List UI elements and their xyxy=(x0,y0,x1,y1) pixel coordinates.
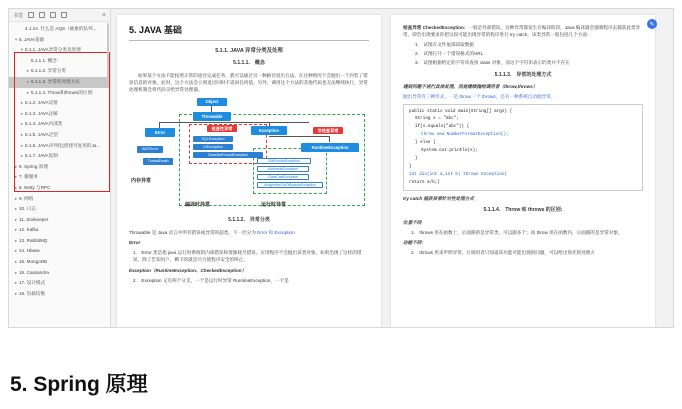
toc-item[interactable] xyxy=(9,98,110,109)
toc-item[interactable] xyxy=(9,257,110,268)
toc-item[interactable] xyxy=(9,141,110,152)
toc-item-label: 5.1.1.3. 异常的处理方式 xyxy=(31,78,80,84)
toc-item-label: 5. JAVA基础 xyxy=(19,36,45,42)
toc-item[interactable] xyxy=(9,66,110,77)
checked-exception-paragraph xyxy=(403,24,643,38)
chevron-right-icon[interactable]: ▸ xyxy=(20,142,24,148)
exception-hierarchy-diagram xyxy=(129,96,369,212)
checked-exception-list xyxy=(403,41,643,66)
toc-item-label: 16. Cassandra xyxy=(19,269,49,275)
toc-item-label: 9. 网络 xyxy=(19,195,34,201)
throw-title-text: 遇到问题不进行具体处理，而是继续抛给调用者 xyxy=(403,84,500,90)
node-error: Error xyxy=(145,128,175,137)
chevron-right-icon[interactable]: ▸ xyxy=(26,68,30,74)
error-item: 1. Error 类是指 java 运行时系统的内部错误和资源耗尽错误。应用程序不会抛出该类对象。如果出现了这样的错误，除了告知用户，剩下的就是尽力使程序安全的终止。 xyxy=(133,250,362,263)
chevron-right-icon[interactable]: ▸ xyxy=(26,89,30,95)
chevron-right-icon[interactable]: ▸ xyxy=(14,280,18,286)
close-icon[interactable]: × xyxy=(101,11,106,19)
function-title: 功能不同： xyxy=(403,239,426,245)
node-class-not-found: ClassNotFoundException xyxy=(193,152,263,158)
bookmark-add-icon[interactable] xyxy=(50,12,56,18)
collapse-all-icon[interactable] xyxy=(39,12,45,18)
chevron-right-icon[interactable]: ▸ xyxy=(20,121,24,127)
code-line: throw new NumberFormatException(); xyxy=(421,132,509,138)
toc-item[interactable] xyxy=(9,225,110,236)
node-throwable: Throwable xyxy=(193,112,231,121)
toc-item[interactable] xyxy=(9,268,110,279)
throwable-text: Throwable 是 Java 语言中所有错误或异常的超类。下一层分为 xyxy=(129,230,258,236)
chevron-right-icon[interactable]: ▸ xyxy=(14,237,18,243)
code-line: String s = "abc"; xyxy=(415,116,459,122)
toc-item-label: 5.1.2. JAVA反射 xyxy=(25,100,58,106)
section-title: 5.1.1. JAVA 异常分类及处理 xyxy=(215,47,283,54)
subsection-handling: 5.1.1.3. 异常的处理方式 xyxy=(494,71,552,78)
connector-line xyxy=(269,136,329,137)
chevron-right-icon[interactable]: ▸ xyxy=(14,206,18,212)
chevron-down-icon[interactable]: ▾ xyxy=(14,36,18,42)
code-block xyxy=(403,104,643,191)
toc-item-label: 13. RabbitMQ xyxy=(19,237,48,243)
node-exception: Exception xyxy=(251,126,287,135)
code-line: } else { xyxy=(415,140,436,146)
chevron-down-icon[interactable]: ▾ xyxy=(20,47,24,53)
translate-action-icon[interactable]: ✎ xyxy=(647,19,657,29)
toc-item-label: 5.1.3. JAVA注解 xyxy=(25,110,58,116)
chevron-right-icon[interactable]: ▸ xyxy=(20,153,24,159)
chevron-right-icon[interactable]: ▸ xyxy=(14,184,18,190)
connector-line xyxy=(329,136,330,142)
function-item: 2. throws 用来声明异常，让调用者只知道该功能可能出现的问题，可以给出预先的处理方 xyxy=(411,250,596,256)
try-catch-line: try catch 捕获异常针对性处理方式 xyxy=(403,195,474,201)
code-line: } xyxy=(415,156,418,162)
toc-item-label: 18. 负载均衡 xyxy=(19,290,46,296)
toc-item-label: 5.1.7. JAVA复制 xyxy=(25,153,58,159)
chevron-right-icon[interactable]: ▸ xyxy=(20,100,24,106)
toc-item-label: 11. Zookeeper xyxy=(19,216,49,222)
chevron-right-icon[interactable]: ▸ xyxy=(14,216,18,222)
code-line: System.out.println(s); xyxy=(421,148,478,154)
subsection-concept: 5.1.1.1. 概念 xyxy=(233,60,265,67)
subsection-classification: 5.1.1.2. 异常分类 xyxy=(228,217,270,224)
toc-item-label: 5.1.5. JAVA泛型 xyxy=(25,131,58,137)
toc-list xyxy=(9,22,110,299)
node-sql-exception: SQLException xyxy=(193,136,233,142)
node-io-exception: IOException xyxy=(193,144,233,150)
toc-item[interactable] xyxy=(9,151,110,162)
toc-item[interactable] xyxy=(9,88,110,99)
checked-exception-term: 检查异常 CheckedException： xyxy=(403,25,469,30)
error-exception-link[interactable]: Error 和 Exception xyxy=(257,230,295,236)
sidebar-toolbar xyxy=(9,9,110,22)
expand-all-icon[interactable] xyxy=(28,12,34,18)
code-line: public static void main(String[] args) { xyxy=(409,108,513,114)
chapter-title: 5. JAVA 基础 xyxy=(129,24,369,41)
sidebar-scrollbar[interactable] xyxy=(107,23,109,83)
toc-item-label: 4.1.24. 什么是 AQS（抽象的队列... xyxy=(25,26,97,31)
caption-internal-error: 内存异常 xyxy=(131,178,152,185)
chevron-right-icon[interactable]: ▸ xyxy=(14,195,18,201)
code-line: return a/b;} xyxy=(409,179,440,185)
toc-item-label: 5.1.4. JAVA内部类 xyxy=(25,121,63,127)
toc-item[interactable] xyxy=(9,130,110,141)
node-class-cast: ClassCastException xyxy=(257,174,309,180)
caption-runtime: 运行时异常 xyxy=(261,202,287,209)
node-runtime-exception: RuntimeException xyxy=(301,143,359,152)
toc-item[interactable] xyxy=(9,119,110,130)
throw-title-keywords: （throw,throws） xyxy=(499,84,538,90)
code-line: int div(int a,int b) throws Exception{ xyxy=(409,172,507,178)
pdf-viewer-screenshot xyxy=(8,8,674,328)
connector-line xyxy=(159,122,309,123)
chevron-right-icon[interactable]: ▸ xyxy=(14,174,18,180)
toc-item-label: 5.1.1. JAVA异常分类及处理 xyxy=(25,47,81,53)
checked-exception-text: 一般是外部错误，这种异常都发生在编译阶段，Java 编译器会强制程序去捕获此类异常，即会出现要求你把这段可能出现异常的程序进行 try catch，该类异常一般包括几个方面： xyxy=(403,25,641,38)
chevron-right-icon[interactable]: ▸ xyxy=(26,78,30,84)
tag-checked: 检查性异常 xyxy=(207,125,237,132)
chevron-right-icon[interactable]: ▸ xyxy=(20,110,24,116)
toc-item[interactable] xyxy=(9,56,110,67)
node-object: Object xyxy=(197,98,227,106)
node-null-pointer: NullPointerException xyxy=(257,158,311,164)
toc-item[interactable] xyxy=(9,162,110,173)
toc-item[interactable] xyxy=(9,278,110,289)
toc-item-label: 15. MongoDB xyxy=(19,259,48,265)
sidebar-title: 书签 xyxy=(13,12,24,19)
bookmark-delete-icon[interactable] xyxy=(61,12,67,18)
code-line: } xyxy=(409,164,412,170)
toc-item-label: 12. Kafka xyxy=(19,227,39,233)
toc-item[interactable] xyxy=(9,45,110,56)
toc-item-label: 7. 微服务 xyxy=(19,174,38,180)
toc-item[interactable] xyxy=(9,246,110,257)
pdf-page-left xyxy=(117,15,381,327)
throwable-paragraph xyxy=(129,229,369,236)
spring-heading: 5. Spring 原理 xyxy=(10,373,148,396)
error-label: Error xyxy=(129,240,141,246)
chevron-right-icon[interactable]: ▸ xyxy=(20,131,24,137)
list-item: 3. 试图根据给定的字符串查找 class 对象，而这个字符串表示的类并不存在 xyxy=(415,60,570,66)
toc-item-label: 5.1.1.1. 概念 xyxy=(31,57,57,63)
chevron-right-icon[interactable]: ▸ xyxy=(14,269,18,275)
toc-item-label: 6. Spring 原理 xyxy=(19,163,48,169)
toc-item[interactable] xyxy=(9,183,110,194)
toc-item-label: 17. 设计模式 xyxy=(19,280,46,286)
node-awt-error: AWTError xyxy=(137,146,163,153)
toc-item[interactable] xyxy=(9,109,110,120)
throw-forms-line: 抛出异常有三种形式，一是 throw,一个 throws，还有一种系统自动抛异常。 xyxy=(403,94,556,100)
list-item: 2. 试图打开一个错误格式的URL xyxy=(415,51,484,57)
toc-item-label: 8. Netty 与RPC xyxy=(19,184,51,190)
exception-item: 2. Exception 又有两个分支，一个是运行时异常 RuntimeException，一个是 xyxy=(133,277,289,283)
toc-item-label: 5.1.1.4. Throw和throws的区别: xyxy=(31,89,94,95)
toc-item[interactable] xyxy=(9,24,110,35)
node-array-index: ArrayIndexOutOfBoundsException xyxy=(257,182,323,188)
code-line: if(s.equals("abc")) { xyxy=(415,124,470,130)
list-item: 1. 试图在文件尾部读取数据 xyxy=(415,42,474,48)
caption-compile-time: 编译时异常 xyxy=(185,202,211,209)
toc-item[interactable] xyxy=(9,215,110,226)
chevron-right-icon[interactable]: ▸ xyxy=(14,259,18,265)
position-title: 位置不同 xyxy=(403,219,422,225)
node-thread-death: ThreadDeath xyxy=(143,158,173,165)
bookmark-sidebar xyxy=(9,9,111,327)
node-arithmetic: ArithmeticException xyxy=(257,166,309,172)
toc-item[interactable] xyxy=(9,289,110,300)
toc-item[interactable] xyxy=(9,172,110,183)
toc-item[interactable] xyxy=(9,35,110,46)
chevron-right-icon[interactable]: ▸ xyxy=(14,163,18,169)
throw-title xyxy=(403,83,643,90)
position-item: 1. throws 用在函数上，后面跟的是异常类，可以跟多个；而 throw 用在函数内，后面跟的是异常对象。 xyxy=(411,229,623,235)
toc-item-label: 5.1.6. JAVA序列化(创建可复用的Ja... xyxy=(25,142,101,148)
chevron-right-icon[interactable]: ▸ xyxy=(14,227,18,233)
exception-label: Exception（RuntimeException、CheckedException） xyxy=(129,267,247,273)
pdf-page-right xyxy=(391,15,655,327)
toc-item[interactable] xyxy=(9,77,110,88)
toc-item[interactable] xyxy=(9,236,110,247)
toc-item[interactable] xyxy=(9,204,110,215)
toc-item-label: 5.1.1.2. 异常分类 xyxy=(31,68,66,74)
tag-unchecked: 非检查异常 xyxy=(313,127,343,134)
chevron-right-icon[interactable]: ▸ xyxy=(14,248,18,254)
toc-item[interactable] xyxy=(9,194,110,205)
subsection-throw-vs-throws: 5.1.1.4. Throw 和 throws 的区别: xyxy=(483,207,563,213)
concept-paragraph: 如果某个方法不能按照正常的途径完成任务，就可以通过另一种路径退出方法。在这种情况下会抛出一个封装了错误信息的对象。此时，这个方法会立刻退出同时不返回任何值。另外，调用这个方法的其他代码也无法继续执行，异常处理机制会将代码交给异常处理器。 xyxy=(129,73,368,93)
toc-item-label: 14. Hbase xyxy=(19,248,40,254)
toc-item-label: 10. 日志 xyxy=(19,206,36,212)
chevron-right-icon[interactable]: ▸ xyxy=(14,290,18,296)
